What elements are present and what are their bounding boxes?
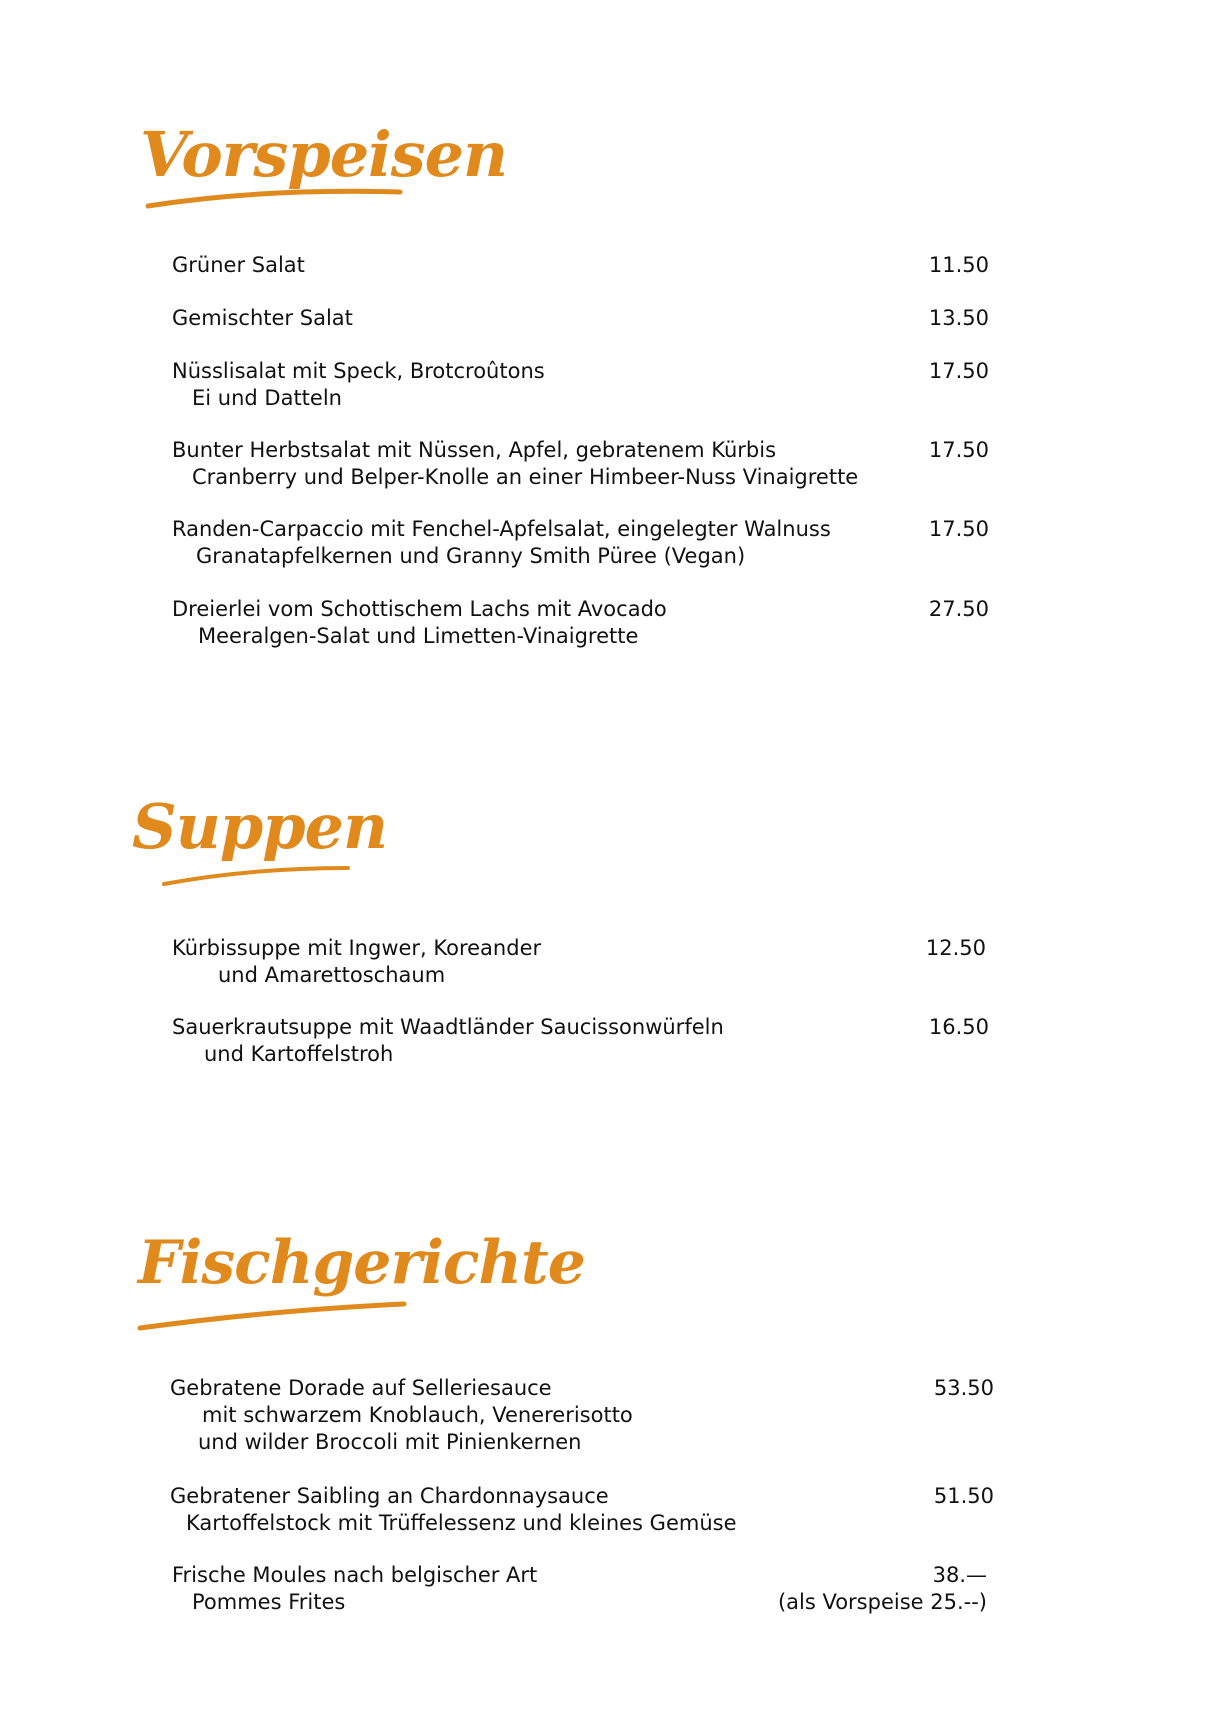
item-name: Randen-Carpaccio mit Fenchel-Apfelsalat, eingelegter Walnuss: [172, 517, 831, 541]
menu-item: [170, 1483, 737, 1537]
item-detail: mit schwarzem Knoblauch, Venererisotto: [202, 1403, 633, 1427]
menu-item: [172, 437, 858, 491]
item-price: 13.50: [928, 306, 989, 330]
menu-item: [172, 516, 831, 570]
item-detail: Cranberry und Belper-Knolle an einer Himbeer-Nuss Vinaigrette: [192, 465, 859, 489]
item-detail: Ei und Datteln: [192, 386, 342, 410]
item-name: Grüner Salat: [172, 253, 305, 277]
item-name: Frische Moules nach belgischer Art: [172, 1563, 538, 1587]
item-price: 27.50: [928, 597, 989, 621]
section-heading-suppen: [130, 788, 388, 898]
item-price: 38.—: [932, 1563, 987, 1587]
menu-item: [170, 1375, 633, 1456]
heading-text: Suppen: [132, 790, 388, 863]
menu-item: [172, 1562, 537, 1616]
section-heading-fischgerichte: [134, 1228, 585, 1338]
heading-text: Fischgerichte: [138, 1228, 585, 1298]
menu-item: [172, 935, 541, 989]
item-price: 12.50: [925, 936, 986, 960]
item-price: 16.50: [928, 1015, 989, 1039]
item-name: Bunter Herbstsalat mit Nüssen, Apfel, gebratenem Kürbis: [172, 438, 777, 462]
menu-item: [172, 358, 545, 412]
menu-item: [172, 1014, 724, 1068]
item-price: 11.50: [928, 253, 989, 277]
heading-underline: [134, 1298, 414, 1338]
item-name: Gemischter Salat: [172, 306, 353, 330]
item-name: Kürbissuppe mit Ingwer, Koreander: [172, 936, 542, 960]
item-detail: und wilder Broccoli mit Pinienkernen: [198, 1430, 582, 1454]
heading-underline: [160, 860, 360, 890]
item-price: 17.50: [928, 517, 989, 541]
item-price: 53.50: [933, 1376, 994, 1400]
item-price: 51.50: [933, 1484, 994, 1508]
item-detail: Meeralgen-Salat und Limetten-Vinaigrette: [198, 624, 639, 648]
menu-item: [172, 305, 353, 332]
item-price: 17.50: [928, 438, 989, 462]
item-detail: und Amarettoschaum: [218, 963, 446, 987]
item-name: Dreierlei vom Schottischem Lachs mit Avocado: [172, 597, 667, 621]
menu-item: [172, 252, 305, 279]
item-detail: Granatapfelkernen und Granny Smith Püree (Vegan): [196, 544, 746, 568]
item-name: Nüsslisalat mit Speck, Brotcroûtons: [172, 359, 545, 383]
item-name: Sauerkrautsuppe mit Waadtländer Saucissonwürfeln: [172, 1015, 724, 1039]
item-detail: und Kartoffelstroh: [204, 1042, 394, 1066]
menu-item: [172, 596, 667, 650]
item-name: Gebratene Dorade auf Selleriesauce: [170, 1376, 552, 1400]
heading-text: Vorspeisen: [140, 118, 508, 191]
heading-underline: [144, 182, 404, 212]
item-detail: Pommes Frites: [192, 1590, 346, 1614]
item-name: Gebratener Saibling an Chardonnaysauce: [170, 1484, 609, 1508]
item-price-note: (als Vorspeise 25.--): [777, 1590, 987, 1614]
item-price: 17.50: [928, 359, 989, 383]
item-detail: Kartoffelstock mit Trüffelessenz und kleines Gemüse: [186, 1511, 737, 1535]
section-heading-vorspeisen: [134, 118, 508, 218]
